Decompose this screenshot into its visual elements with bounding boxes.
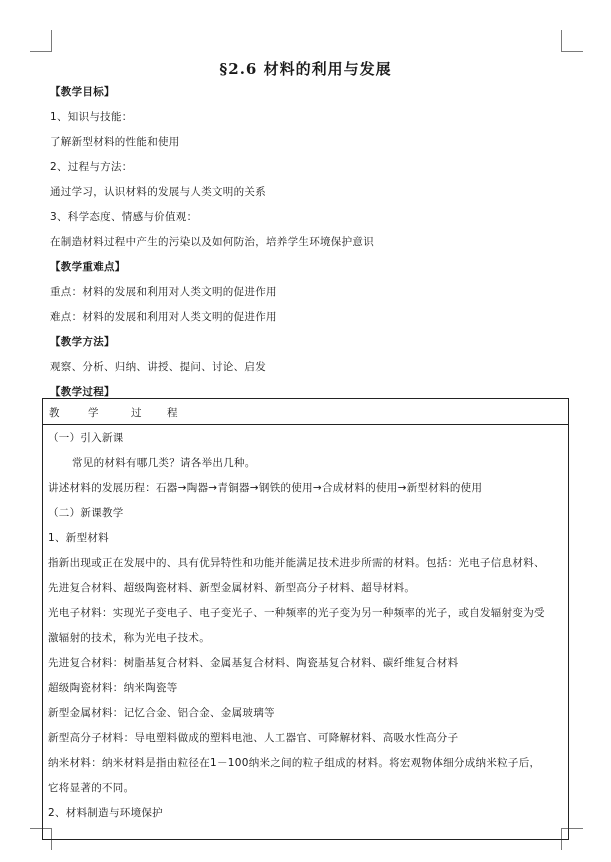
difficult-point-text: 难点：材料的发展和利用对人类文明的促进作用 <box>50 311 277 323</box>
methods-text: 观察、分析、归纳、讲授、提问、讨论、启发 <box>50 361 266 373</box>
table-line: 1、新型材料 <box>48 532 109 544</box>
section-heading-objectives: 【教学目标】 <box>50 86 115 98</box>
table-line: （一）引入新课 <box>48 432 124 444</box>
section-heading-key-points: 【教学重难点】 <box>50 261 126 273</box>
table-line: 先进复合材料：树脂基复合材料、金属基复合材料、陶瓷基复合材料、碳纤维复合材料 <box>48 657 459 669</box>
table-line: 纳米材料：纳米材料是指由粒径在1－100纳米之间的粒子组成的材料。将宏观物体细分成纳米粒子后， <box>48 757 541 769</box>
table-line: 常见的材料有哪几类？请各举出几种。 <box>72 457 256 469</box>
table-header-char: 过 <box>131 407 142 419</box>
objective-attitude-heading: 3、科学态度、情感与价值观： <box>50 211 198 223</box>
table-line: 2、材料制造与环境保护 <box>48 807 163 819</box>
objective-attitude-text: 在制造材料过程中产生的污染以及如何防治，培养学生环境保护意识 <box>50 236 374 248</box>
table-line: 超级陶瓷材料：纳米陶瓷等 <box>48 682 178 694</box>
table-header-row <box>43 399 568 425</box>
objective-knowledge-heading: 1、知识与技能： <box>50 111 133 123</box>
table-line: 指新出现或正在发展中的、具有优异特性和功能并能满足技术进步所需的材料。包括：光电子信息材料、 <box>48 557 545 569</box>
table-line: （二）新课教学 <box>48 507 124 519</box>
key-point-text: 重点：材料的发展和利用对人类文明的促进作用 <box>50 286 277 298</box>
crop-mark-top-right-v <box>561 30 562 52</box>
table-line: 光电子材料：实现光子变电子、电子变光子、一种频率的光子变为另一种频率的光子，或自发辐射变为受 <box>48 607 545 619</box>
teaching-process-table <box>42 398 569 840</box>
crop-mark-top-right-h <box>561 51 583 52</box>
objective-knowledge-text: 了解新型材料的性能和使用 <box>50 136 180 148</box>
table-header-char: 学 <box>88 407 99 419</box>
objective-process-text: 通过学习，认识材料的发展与人类文明的关系 <box>50 186 266 198</box>
document-title: §2.6 材料的利用与发展 <box>219 60 392 78</box>
table-line: 讲述材料的发展历程：石器→陶器→青铜器→钢铁的使用→合成材料的使用→新型材料的使用 <box>48 482 483 494</box>
table-line: 先进复合材料、超级陶瓷材料、新型金属材料、新型高分子材料、超导材料。 <box>48 582 416 594</box>
section-heading-process: 【教学过程】 <box>50 386 115 398</box>
table-line: 新型金属材料：记忆合金、铝合金、金属玻璃等 <box>48 707 275 719</box>
table-line: 新型高分子材料：导电塑料做成的塑料电池、人工器官、可降解材料、高吸水性高分子 <box>48 732 459 744</box>
table-line: 激辐射的技术，称为光电子技术。 <box>48 632 210 644</box>
table-header-char: 教 <box>49 407 60 419</box>
objective-process-heading: 2、过程与方法： <box>50 161 133 173</box>
crop-mark-top-left-h <box>30 51 52 52</box>
table-line: 它将显著的不同。 <box>48 782 135 794</box>
table-header-char: 程 <box>167 407 178 419</box>
section-heading-methods: 【教学方法】 <box>50 336 115 348</box>
crop-mark-top-left-v <box>51 30 52 52</box>
